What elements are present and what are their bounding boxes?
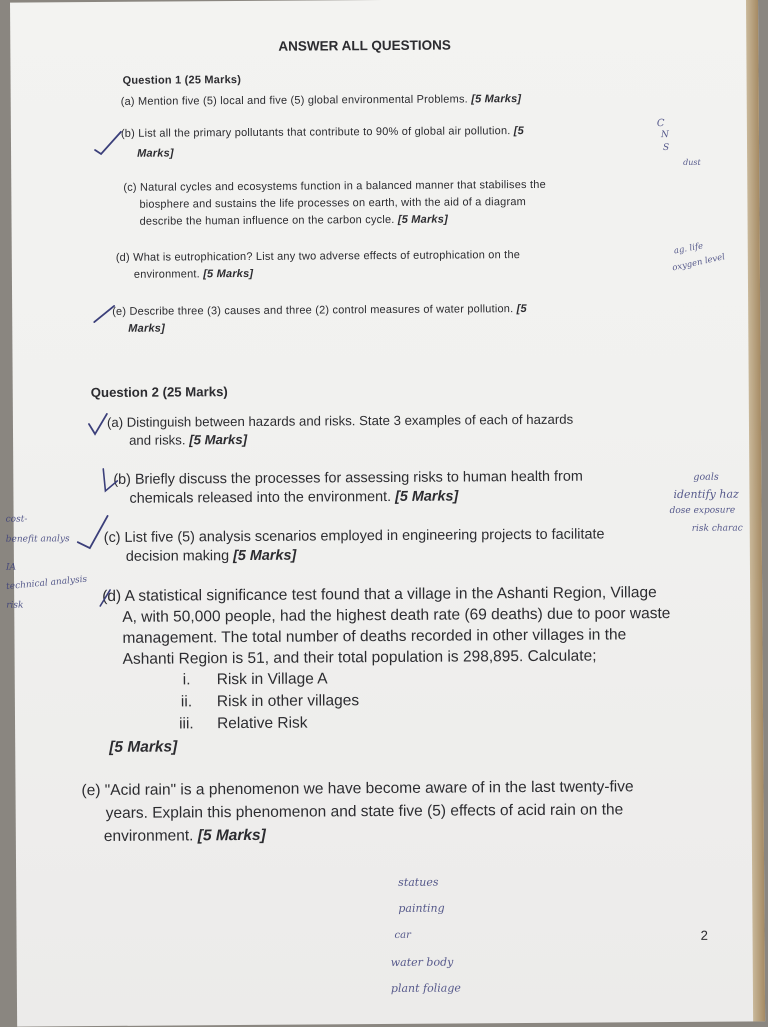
q2d-item-3: iii. Relative Risk xyxy=(178,714,308,733)
q2a-line2: and risks. [5 Marks] xyxy=(129,431,248,448)
handwriting-note: benefit analys xyxy=(5,534,70,545)
handwriting-note: car xyxy=(394,929,411,941)
checkmark-icon xyxy=(87,412,111,438)
question-2-title: Question 2 (25 Marks) xyxy=(90,384,228,401)
q1c-line1: (c) Natural cycles and ecosystems function in a balanced manner that stabilises the xyxy=(123,178,546,194)
q1d-line1: (d) What is eutrophication? List any two adverse effects of eutrophication on the xyxy=(115,249,521,264)
q2b-line1: (b) Briefly discuss the processes for assessing risks to human health from xyxy=(113,468,583,488)
handwriting-note: N xyxy=(660,130,669,141)
q2d-line1: (d) A statistical significance test found that a village in the Ashanti Region, Village xyxy=(102,584,657,605)
q1c-line2: biosphere and sustains the life processes on earth, with the aid of a diagram xyxy=(139,196,527,211)
handwriting-note: dust xyxy=(683,157,701,167)
handwriting-note: C xyxy=(656,118,665,130)
q2d-line4: Ashanti Region is 51, and their total population is 298,895. Calculate; xyxy=(122,647,597,668)
checkmark-icon xyxy=(76,514,112,552)
q2b-line2: chemicals released into the environment. [5 Marks] xyxy=(129,488,459,507)
page-number: 2 xyxy=(700,927,708,943)
handwriting-note: cost- xyxy=(5,514,28,525)
page-edge xyxy=(746,0,765,1021)
exam-paper xyxy=(5,0,765,1027)
question-1-title: Question 1 (25 Marks) xyxy=(122,73,242,87)
handwriting-note: identify haz xyxy=(673,487,739,501)
q1b-text: (b) List all the primary pollutants that contribute to 90% of global air pollution. [5 xyxy=(120,125,525,140)
handwriting-note: technical analysis xyxy=(5,574,88,593)
q1a-text: (a) Mention five (5) local and five (5) global environmental Problems. [5 Marks] xyxy=(120,93,522,108)
checkmark-icon xyxy=(98,588,114,610)
q2d-line3: management. The total number of deaths recorded in other villages in the xyxy=(122,626,627,647)
q2e-line1: (e) "Acid rain" is a phenomenon we have become aware of in the last twenty-five xyxy=(81,778,634,800)
q2c-line1: (c) List five (5) analysis scenarios employed in engineering projects to facilitate xyxy=(103,526,605,546)
handwriting-note: oxygen level xyxy=(671,252,726,274)
q1b-marks: Marks] xyxy=(137,147,174,160)
q2e-line2: years. Explain this phenomenon and state five (5) effects of acid rain on the xyxy=(105,801,624,822)
handwriting-note: goals xyxy=(693,471,719,483)
q1c-line3: describe the human influence on the carbon cycle. [5 Marks] xyxy=(139,213,448,228)
q1d-line2: environment. [5 Marks] xyxy=(133,267,254,281)
handwriting-note: painting xyxy=(398,901,445,915)
q2d-item-1: i. Risk in Village A xyxy=(182,670,328,689)
handwriting-note: plant foliage xyxy=(390,981,461,995)
q2d-line2: A, with 50,000 people, had the highest death rate (69 deaths) due to poor waste xyxy=(122,605,671,626)
handwriting-note: ag. life xyxy=(673,241,704,257)
handwriting-note: IA xyxy=(5,562,17,573)
handwriting-note: water body xyxy=(390,955,454,969)
checkmark-icon xyxy=(92,302,118,326)
handwriting-note: risk charac xyxy=(691,523,743,534)
exam-header: ANSWER ALL QUESTIONS xyxy=(278,37,451,54)
handwriting-note: statues xyxy=(398,875,439,889)
checkmark-icon xyxy=(93,130,123,156)
q1e-line1: (e) Describe three (3) causes and three (2) control measures of water pollution. [5 xyxy=(112,303,527,318)
handwriting-note: risk xyxy=(6,600,24,611)
q2a-line1: (a) Distinguish between hazards and risks. State 3 examples of each of hazards xyxy=(106,411,574,430)
q2d-marks: [5 Marks] xyxy=(109,738,178,756)
handwriting-note: S xyxy=(663,143,670,154)
q1e-marks: Marks] xyxy=(128,322,166,335)
handwriting-note: dose exposure xyxy=(669,505,736,517)
q2c-line2: decision making [5 Marks] xyxy=(125,547,297,565)
checkmark-icon xyxy=(99,467,121,495)
q2e-line3: environment. [5 Marks] xyxy=(103,826,266,845)
q2d-item-2: ii. Risk in other villages xyxy=(180,692,360,711)
